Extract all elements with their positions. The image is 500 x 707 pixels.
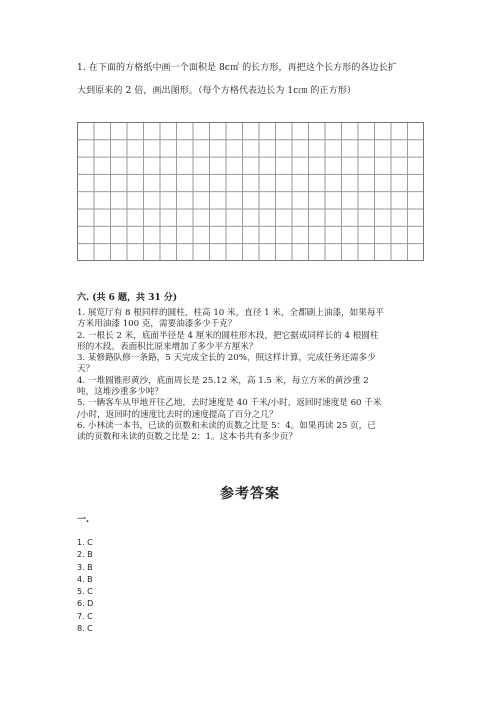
answer-item: 1. C — [77, 538, 93, 547]
problem-line: 天？ — [77, 364, 95, 375]
question-1-line-2: 大到原来的 2 倍，画出图形。（每个方格代表边长为 1c㎝ 的正方形） — [77, 86, 356, 96]
problem-line: 形的木段。表面积比原来增加了多少平方厘米？ — [77, 341, 258, 352]
answer-list — [77, 537, 93, 635]
problem-line: 5. 一辆客车从甲地开往乙地，去时速度是 40 千米/小时，返回时速度是 60 千米 — [77, 398, 382, 409]
answer-item: 2. B — [77, 550, 93, 560]
answer-key-title: 参考答案 — [220, 486, 280, 502]
section-6-problems — [77, 308, 425, 444]
answer-item: 3. B — [77, 562, 93, 572]
answer-section-heading: 一. — [77, 515, 90, 525]
question-1-line-1: 1. 在下面的方格纸中画一个面积是 8c㎡ 的长方形，再把这个长方形的各边长扩 — [77, 63, 397, 73]
answer-item: 6. D — [77, 599, 94, 609]
answer-item: 8. C — [77, 624, 93, 634]
section-6-title: 六. (共 6 题，共 31 分) — [77, 293, 178, 303]
problem-line: 吨，这堆沙重多少吨？ — [77, 387, 163, 398]
problem-line: 2. 一根长 2 米，底面半径是 4 厘米的圆柱形木段，把它据成同样长的 4 根圆柱 — [77, 330, 379, 341]
answer-item: 7. C — [77, 611, 93, 621]
problem-line: 方米用油漆 100 克，需要油漆多少千克？ — [77, 319, 237, 330]
problem-line: 1. 展览厅有 8 根同样的圆柱，柱高 10 米，直径 1 米，全都刷上油漆，如果每平 — [77, 308, 385, 318]
problem-line: 4. 一堆圆锥形黄沙，底面周长是 25.12 米，高 1.5 米，每立方米的黄沙重 2 — [77, 375, 369, 386]
problem-line: 读的页数和未读的页数之比是 2：1。这本书共有多少页？ — [77, 432, 297, 443]
graph-paper-grid — [77, 122, 424, 261]
answer-item: 5. C — [77, 587, 93, 597]
answer-item: 4. B — [77, 574, 93, 584]
problem-line: /小时，返回时的速度比去时的速度提高了百分之几？ — [77, 409, 278, 420]
problem-line: 3. 某修路队修一条路，5 天完成全长的 20%，照这样计算，完成任务还需多少 — [77, 353, 376, 364]
problem-line: 6. 小林读一本书，已读的页数和未读的页数之比是 5：4。如果再读 25 页，已 — [77, 420, 376, 431]
